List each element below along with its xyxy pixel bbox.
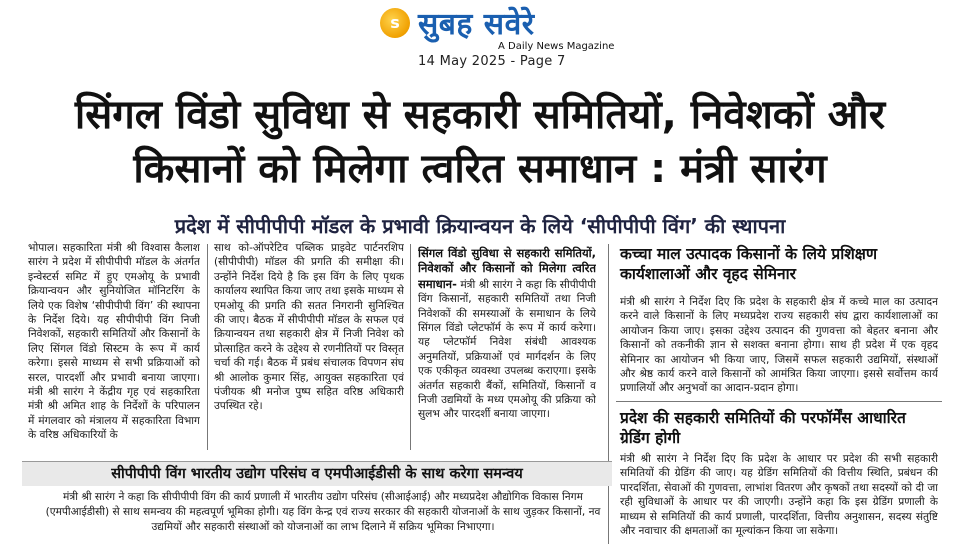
- column-divider: [410, 244, 411, 450]
- sidebar-text-training: मंत्री श्री सारंग ने निर्देश दिए कि प्रदेश के सहकारी क्षेत्र में कच्चे माल का उत्पादन करने वाले किसानों के लिए मध्यप्रदेश राज्य सहकारी संघ द्वारा कार्यशालाओं का आयोजन किया जाए। इसका उद्देश्य उत्पादन की गुणवत्ता को बेहतर बनाना और किसानों को तकनीकी ज्ञान से सशक्त बनाना होगा। साथ ही प्रदेश में एक वृहद सेमिनार का आयोजन भी किया जाए, जिसमें सफल सहकारी उद्यमियों, संस्थाओं और श्रेष्ठ कार्य करने वाले किसानों को आमंत्रित किया जाएगा। इससे सर्वोत्तम कार्य प्रणालियों और अनुभवों का आदान-प्रदान होगा।: [620, 296, 938, 395]
- newspaper-brand: सुबह सवेरे: [418, 7, 535, 42]
- article-column-2: साथ को-ऑपरेटिव पब्लिक प्राइवेट पार्टनरशिप (सीपीपीपी) मॉडल की प्रगति की समीक्षा की। उन्होंने निर्देश दिये है कि इस विंग के लिए पृथक कार्यालय स्थापित किया जाए तथा इसके माध्यम से एमओयू की प्रगति की सतत निगरानी सुनिश्चित की जाए। बैठक में सीपीपीपी मॉडल के सफल एवं क्रियान्वयन तथा सहकारी क्षेत्र में निजी निवेश को प्रोत्साहित करने के उद्देश्य से रणनीतियों पर विस्तृत चर्चा की गई। बैठक में प्रबंध संचालक विपणन संघ श्री आलोक कुमार सिंह, आयुक्त सहकारिता एवं पंजीयक श्री मनोज पुष्प सहित वरिष्ठ अधिकारी उपस्थित रहे।: [214, 242, 404, 413]
- sub-headline: प्रदेश में सीपीपीपी मॉडल के प्रभावी क्रियान्वयन के लिये ‘सीपीपीपी विंग’ की स्थापना: [174, 214, 786, 238]
- masthead: [0, 0, 960, 70]
- sidebar-divider: [608, 244, 609, 544]
- sun-logo-icon: s: [380, 8, 410, 38]
- column-divider: [207, 244, 208, 450]
- brand-tagline: A Daily News Magazine: [498, 41, 615, 52]
- headline-line-1: सिंगल विंडो सुविधा से सहकारी समितियों, निवेशकों और: [74, 92, 886, 138]
- column-3-text: मंत्री श्री सारंग ने कहा कि सीपीपीपी विंग किसानों, सहकारी समितियों तथा निजी निवेशकों की समस्याओं के समाधान के लिये सिंगल विंडो प्लेटफॉर्म के रूप में कार्य करेगा। यह प्लेटफॉर्म निवेश संबंधी आवश्यक अनुमतियों, प्रक्रियाओं एवं मार्गदर्शन के लिए एक एकीकृत व्यवस्था उपलब्ध कराएगा। इसके अंतर्गत सहकारी बैंकों, समितियों, किसानों व निजी उद्यमियों के मध्य एमओयू की प्रक्रिया को सुलभ और पारदर्शी बनाया जाएगा।: [418, 278, 596, 421]
- sidebar-heading-training: कच्चा माल उत्पादक किसानों के लिये प्रशिक्षण कार्यशालाओं और वृहद सेमिनार: [620, 245, 878, 283]
- date-page-line: 14 May 2025 - Page 7: [418, 54, 566, 69]
- sidebar-heading-grading: प्रदेश की सहकारी समितियों की परफॉर्मेंस आधारित ग्रेडिंग होगी: [620, 409, 906, 447]
- bottom-section-heading: सीपीपीपी विंग भारतीय उद्योग परिसंघ व एमपीआईडीसी के साथ करेगा समन्वय: [22, 461, 612, 486]
- sidebar-text-grading: मंत्री श्री सारंग ने निर्देश दिए कि प्रदेश के आधार पर प्रदेश की सभी सहकारी समितियों की ग्रेडिंग की जाए। यह ग्रेडिंग समितियों की वित्तीय स्थिति, प्रबंधन की पारदर्शिता, सेवाओं की गुणवत्ता, लाभांश वितरण और कृषकों तथा सदस्यों को दी जा रही सुविधाओं के आधार पर की जाएगी। उन्होंने कहा कि इस ग्रेडिंग प्रणाली के माध्यम से समितियों की कार्य प्रणाली, पारदर्शिता, वित्तीय अनुशासन, सदस्य संतुष्टि और नवाचार की क्षमताओं का मूल्यांकन किया जा सकेगा।: [620, 453, 938, 538]
- headline-line-2: किसानों को मिलेगा त्वरित समाधान : मंत्री सारंग: [133, 146, 827, 192]
- section-divider: [616, 401, 942, 402]
- article-column-3: [418, 246, 596, 446]
- column-3-subheading: सिंगल विंडो सुविधा से सहकारी समितियों, निवेशकों और किसानों को मिलेगा त्वरित समाधान-: [418, 246, 596, 291]
- article-column-1: भोपाल। सहकारिता मंत्री श्री विश्वास कैलाश सारंग ने प्रदेश में सीपीपीपी मॉडल के अंतर्गत इन्वेस्टर्स समिट में हुए एमओयू के प्रभावी क्रियान्वयन और सुनियोजित मॉनिटरिंग के लिये एक विशेष ‘सीपीपीपी विंग’ की स्थापना के निर्देश दिये। यह सीपीपीपी विंग निजी निवेशकों, सहकारी समितियों और किसानों के लिए सिंगल विंडो सिस्टम के रूप में कार्य करेगा। इससे माध्यम से सभी प्रक्रियाओं को सरल, पारदर्शी और प्रभावी बनाया जाएगा। मंत्री श्री सारंग ने केंद्रीय गृह एवं सहकारिता मंत्री श्री अमित शाह के निर्देशों के परिपालन में मंगलवार को मंत्रालय में सहकारिता विभाग के वरिष्ठ अधिकारियों के: [28, 242, 200, 442]
- bottom-section-text: मंत्री श्री सारंग ने कहा कि सीपीपीपी विंग की कार्य प्रणाली में भारतीय उद्योग परिसंघ (सीआईआई) और मध्यप्रदेश औद्योगिक विकास निगम (एमपीआईडीसी) से साथ समन्वय की महत्वपूर्ण भूमिका होगी। यह विंग केन्द्र एवं राज्य सरकार की सहकारी योजनाओं के साथ जुड़कर किसानों, नव उद्यमियों और सहकारी संस्थाओं को योजनाओं का लाभ दिलाने में सक्रिय भूमिका निभाएगा।: [45, 491, 601, 533]
- main-headline: [20, 88, 940, 196]
